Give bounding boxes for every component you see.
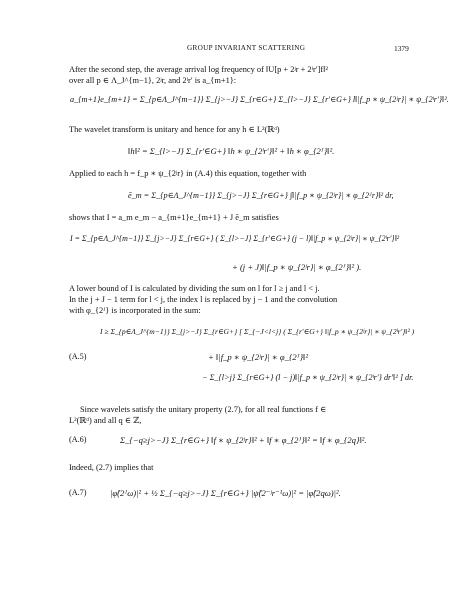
equation: Σ_{−q≥j>−J} Σ_{r∈G+} ‖f ∗ ψ_{2ʲr}‖² + ‖f ∗ φ_{2ᴶ}‖² = ‖f ∗ φ_{2q}‖². xyxy=(120,435,367,445)
page-header xyxy=(0,44,463,56)
equation-label: (A.6) xyxy=(69,435,87,444)
equation-label: (A.7) xyxy=(69,488,87,497)
equation: ‖h‖² = Σ_{l>−J} Σ_{r′∈G+} ‖h ∗ ψ_{2ˡr′}‖² + ‖h ∗ φ_{2ᴶ}‖². xyxy=(128,146,335,156)
paragraph-line: After the second step, the average arrival log frequency of ‖U[p + 2ʲr + 2ˡr′]f‖² xyxy=(69,65,329,74)
paragraph-line: In the j + J − 1 term for l < j, the index l is replaced by j − 1 and the convolution xyxy=(69,295,338,304)
paragraph-line: Indeed, (2.7) implies that xyxy=(69,463,154,472)
equation-label: (A.5) xyxy=(69,352,87,361)
equation: I = Σ_{p∈Λ_J^{m−1}} Σ_{j>−J} Σ_{r∈G+} ( Σ_{l>−J} Σ_{r′∈G+} (j − l)‖|f_p ∗ ψ_{2ʲr}| ∗ ψ_{2ˡr′}‖² xyxy=(70,234,400,243)
equation: |φ̂(2ᴶω)|² + ½ Σ_{−q≥j>−J} Σ_{r∈G+} |ψ̂(2⁻ʲr⁻¹ω)|² = |φ̂(2qω)|². xyxy=(110,488,341,498)
equation: a_{m+1}e_{m+1} = Σ_{p∈Λ_J^{m−1}} Σ_{j>−J} Σ_{r∈G+} Σ_{l>−J} Σ_{r′∈G+} l‖|f_p ∗ ψ_{2ʲr}| ∗ ψ_{2ˡr′}‖². xyxy=(70,95,449,104)
equation: + (j + J)‖|f_p ∗ ψ_{2ʲr}| ∗ φ_{2ᴶ}‖² ). xyxy=(232,262,362,272)
equation: − Σ_{l>j} Σ_{r∈G+} (l − j)‖|f_p ∗ ψ_{2ʲr}| ∗ ψ_{2ˡr′} dr′‖² ] dr. xyxy=(202,373,414,382)
page-number: 1379 xyxy=(394,44,409,53)
running-title: GROUP INVARIANT SCATTERING xyxy=(187,44,306,52)
paragraph-line: with φ_{2ᴶ} is incorporated in the sum: xyxy=(69,306,201,315)
equation: I ≥ Σ_{p∈Λ_J^{m−1}} Σ_{j>−J} Σ_{r∈G+} [ Σ_{−J<l<j} ( Σ_{r′∈G+} ‖|f_p ∗ ψ_{2ʲr}| ∗ ψ_{2ˡr′}‖² ) xyxy=(100,327,415,336)
paragraph-line: A lower bound of I is calculated by dividing the sum on l for l ≥ j and l < j. xyxy=(69,284,320,293)
equation: ē_m = Σ_{p∈Λ_J^{m−1}} Σ_{j>−J} Σ_{r∈G+} ∫‖|f_p ∗ ψ_{2ʲr}| ∗ φ_{2ᴶr}‖² dr, xyxy=(128,191,394,200)
paragraph-line: Applied to each h = f_p ∗ ψ_{2ʲr} in (A.4) this equation, together with xyxy=(69,169,307,178)
equation: + ‖|f_p ∗ ψ_{2ʲr}| ∗ φ_{2ᴶ}‖² xyxy=(208,352,309,362)
paragraph-line: shows that I = a_m e_m − a_{m+1}e_{m+1} + J ē_m satisfies xyxy=(69,213,279,222)
paragraph-line: The wavelet transform is unitary and hence for any h ∈ L²(ℝᵈ) xyxy=(69,125,280,134)
paragraph-line: L²(ℝᵈ) and all q ∈ ℤ, xyxy=(69,416,142,425)
paragraph-line: Since wavelets satisfy the unitary property (2.7), for all real functions f ∈ xyxy=(80,405,327,414)
paragraph-line: over all p ∈ Λ_J^{m−1}, 2ʲr, and 2ˡr′ is a_{m+1}: xyxy=(69,76,237,85)
